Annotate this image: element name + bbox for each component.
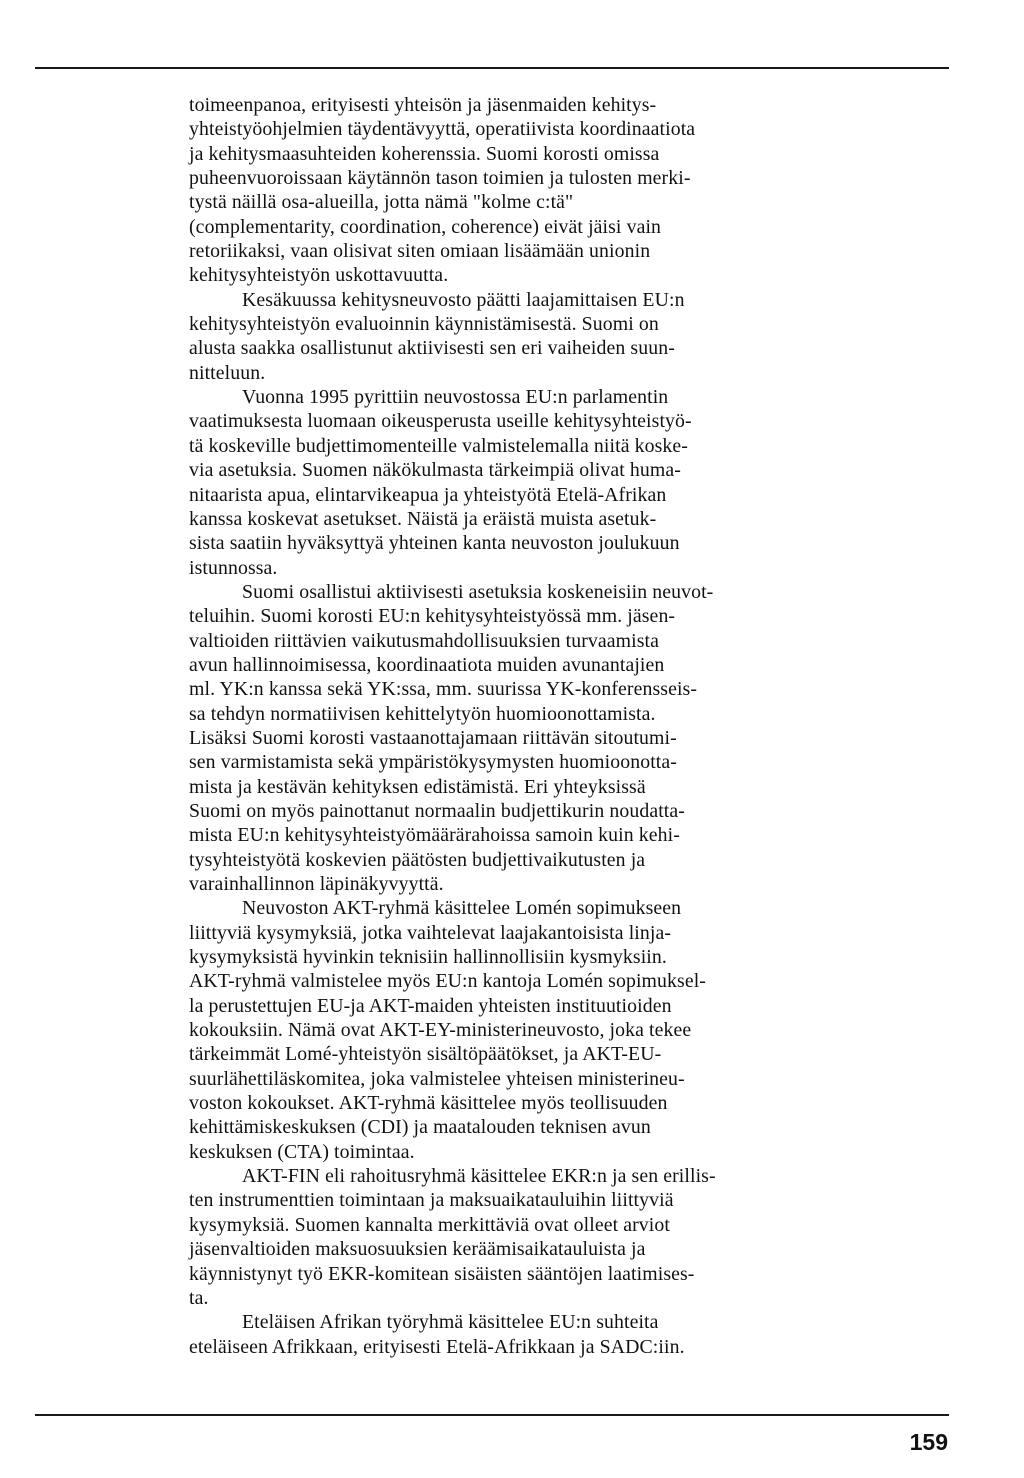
text-line: ml. YK:n kanssa sekä YK:ssa, mm. suurissa YK-konferensseis- <box>189 678 698 701</box>
page-number: 159 <box>909 1429 948 1455</box>
text-line: avun hallinnoimisessa, koordinaatiota muiden avunantajien <box>189 653 665 676</box>
text-line: kokouksiin. Nämä ovat AKT-EY-ministerineuvosto, joka tekee <box>189 1019 692 1042</box>
text-line: kysymyksistä hyvinkin teknisiin hallinnollisiin kysmyksiin. <box>189 946 667 969</box>
text-line: puheenvuoroissaan käytännön tason toimien ja tulosten merki- <box>189 167 691 190</box>
text-line: liittyviä kysymyksiä, jotka vaihtelevat laajakantoisista linja- <box>189 921 672 944</box>
text-line: Suomi on myös painottanut normaalin budjettikurin noudatta- <box>189 799 685 822</box>
text-line: la perustettujen EU-ja AKT-maiden yhteisten instituutioiden <box>189 994 672 1017</box>
text-line: AKT-FIN eli rahoitusryhmä käsittelee EKR:n ja sen erillis- <box>242 1165 716 1188</box>
text-line: alusta saakka osallistunut aktiivisesti sen eri vaiheiden suun- <box>189 337 675 360</box>
text-line: tärkeimmät Lomé-yhteistyön sisältöpäätökset, ja AKT-EU- <box>189 1043 662 1066</box>
text-line: Vuonna 1995 pyrittiin neuvostossa EU:n parlamentin <box>242 386 669 409</box>
text-line: AKT-ryhmä valmistelee myös EU:n kantoja Lomén sopimuksel- <box>189 970 706 993</box>
text-line: (complementarity, coordination, coherence) eivät jäisi vain <box>189 215 662 238</box>
text-line: Lisäksi Suomi korosti vastaanottajamaan riittävän sitoutumi- <box>189 726 677 749</box>
text-line: nitaarista apua, elintarvikeapua ja yhteistyötä Etelä-Afrikan <box>189 483 667 506</box>
text-line: voston kokoukset. AKT-ryhmä käsittelee myös teollisuuden <box>189 1092 668 1115</box>
text-line: tystä näillä osa-alueilla, jotta nämä "kolme c:tä" <box>189 191 574 214</box>
text-line: kehitysyhteistyön evaluoinnin käynnistämisestä. Suomi on <box>189 313 659 336</box>
text-line: kehitysyhteistyön uskottavuutta. <box>189 264 449 287</box>
text-line: via asetuksia. Suomen näkökulmasta tärkeimpiä olivat huma- <box>189 459 681 482</box>
text-line: retoriikaksi, vaan olisivat siten omiaan lisäämään unionin <box>189 240 651 263</box>
text-line: mista ja kestävän kehityksen edistämistä. Eri yhteyksissä <box>189 775 646 798</box>
text-line: tä koskeville budjettimomenteille valmistelemalla niitä koske- <box>189 434 688 457</box>
text-line: tysyhteistyötä koskevien päätösten budjettivaikutusten ja <box>189 848 646 871</box>
text-line: sa tehdyn normatiivisen kehittelytyön huomioonottamista. <box>189 702 656 725</box>
text-line: teluihin. Suomi korosti EU:n kehitysyhteistyössä mm. jäsen- <box>189 605 676 628</box>
text-line: varainhallinnon läpinäkyvyyttä. <box>189 873 444 895</box>
text-line: ten instrumenttien toimintaan ja maksuaikatauluihin liittyviä <box>189 1189 674 1212</box>
text-line: kysymyksiä. Suomen kannalta merkittäviä ovat olleet arviot <box>189 1213 670 1236</box>
text-line: nitteluun. <box>189 361 266 384</box>
text-line: kanssa koskevat asetukset. Näistä ja eräistä muista asetuk- <box>189 507 657 530</box>
text-line: toimeenpanoa, erityisesti yhteisön ja jäsenmaiden kehitys- <box>189 94 657 116</box>
text-line: sen varmistamista sekä ympäristökysymysten huomioonotta- <box>189 751 677 774</box>
text-line: ja kehitysmaasuhteiden koherenssia. Suomi korosti omissa <box>189 142 660 165</box>
bottom-rule <box>35 1414 949 1416</box>
text-line: ta. <box>189 1286 209 1309</box>
text-line: mista EU:n kehitysyhteistyömäärärahoissa samoin kuin kehi- <box>189 824 680 847</box>
text-line: vaatimuksesta luomaan oikeusperusta useille kehitysyhteistyö- <box>189 410 692 433</box>
text-line: Suomi osallistui aktiivisesti asetuksia koskeneisiin neuvot- <box>242 580 714 603</box>
text-line: Kesäkuussa kehitysneuvosto päätti laajamittaisen EU:n <box>242 288 685 311</box>
body-text <box>189 93 881 1359</box>
text-line: sista saatiin hyväksyttyä yhteinen kanta neuvoston joulukuun <box>189 532 680 555</box>
text-line: jäsenvaltioiden maksuosuuksien keräämisaikatauluista ja <box>189 1238 646 1261</box>
text-line: yhteistyöohjelmien täydentävyyttä, operatiivista koordinaatiota <box>189 118 696 141</box>
text-line: keskuksen (CTA) toimintaa. <box>189 1140 415 1163</box>
text-line: käynnistynyt työ EKR-komitean sisäisten sääntöjen laatimises- <box>189 1262 695 1285</box>
text-line: valtioiden riittävien vaikutusmahdollisuuksien turvaamista <box>189 629 660 652</box>
text-line: suurlähettiläskomitea, joka valmistelee yhteisen ministerineu- <box>189 1067 685 1090</box>
text-line: Eteläisen Afrikan työryhmä käsittelee EU:n suhteita <box>242 1311 659 1334</box>
text-line: istunnossa. <box>189 556 278 579</box>
text-line: Neuvoston AKT-ryhmä käsittelee Lomén sopimukseen <box>242 897 682 920</box>
top-rule <box>35 67 949 69</box>
text-line: eteläiseen Afrikkaan, erityisesti Etelä-Afrikkaan ja SADC:iin. <box>189 1335 685 1358</box>
text-line: kehittämiskeskuksen (CDI) ja maatalouden teknisen avun <box>189 1116 651 1139</box>
